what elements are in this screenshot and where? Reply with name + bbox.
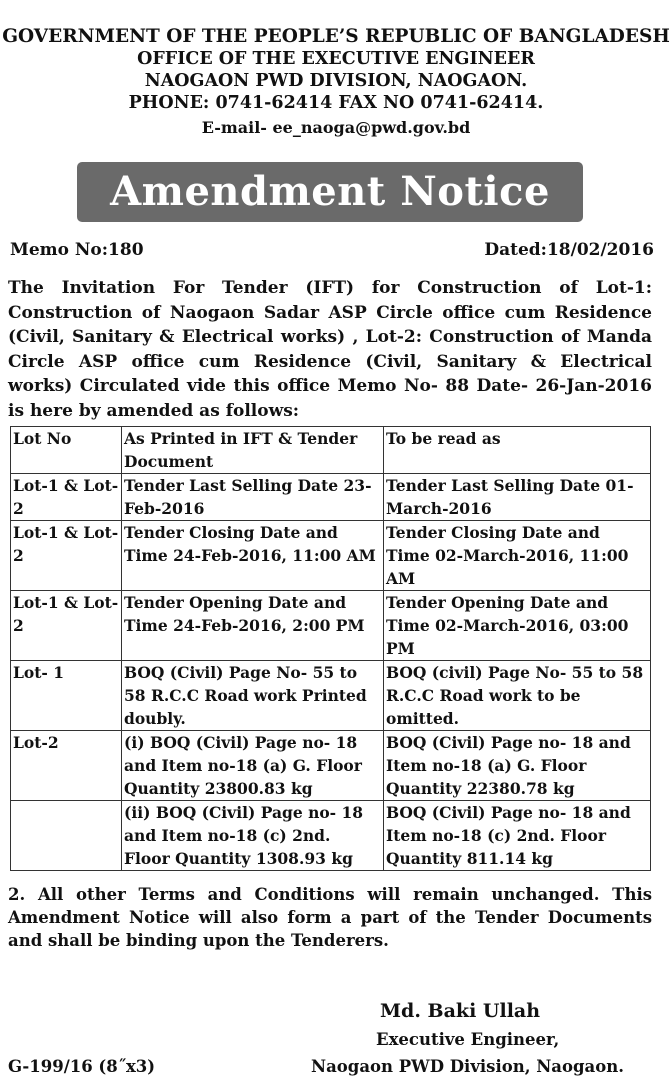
lot-cell: Lot-1 & Lot-2 [11, 591, 122, 661]
printed-cell: Tender Last Selling Date 23-Feb-2016 [122, 474, 384, 521]
read-cell: Tender Closing Date and Time 02-March-2016, 11:00 AM [384, 521, 651, 591]
phone-fax: PHONE: 0741-62414 FAX NO 0741-62414. [128, 93, 544, 113]
read-cell: BOQ (Civil) Page no- 18 and Item no-18 (c) 2nd. Floor Quantity 811.14 kg [384, 801, 651, 871]
lot-cell: Lot-1 & Lot-2 [11, 474, 122, 521]
table-row [11, 801, 651, 871]
intro-paragraph: The Invitation For Tender (IFT) for Construction of Lot-1: Construction of Naogaon Sadar ASP Circle office cum Residence (Civil, Sanitary & Electrical works) , Lot-2: Construction of Manda Circle ASP office cum Residence (Civil, Sanitary & Electrical works) Circulated vide this office Memo No- 88 Date- 26-Jan-2016 is here by amended as follows: [8, 278, 652, 421]
office-name: OFFICE OF THE EXECUTIVE ENGINEER [137, 49, 535, 69]
memo-number: Memo No:180 [10, 240, 144, 260]
table-row [11, 521, 651, 591]
read-cell: BOQ (civil) Page No- 55 to 58 R.C.C Road work to be omitted. [384, 661, 651, 731]
printed-cell: (i) BOQ (Civil) Page no- 18 and Item no-18 (a) G. Floor Quantity 23800.83 kg [122, 731, 384, 801]
reference-code: G-199/16 (8˝x3) [8, 1057, 156, 1076]
header-to-be-read: To be read as [384, 427, 651, 474]
signatory-name: Md. Baki Ullah [380, 1000, 541, 1022]
printed-cell: Tender Opening Date and Time 24-Feb-2016, 2:00 PM [122, 591, 384, 661]
government-name: GOVERNMENT OF THE PEOPLE’S REPUBLIC OF BANGLADESH [2, 26, 670, 47]
read-cell: Tender Opening Date and Time 02-March-2016, 03:00 PM [384, 591, 651, 661]
read-cell: Tender Last Selling Date 01-March-2016 [384, 474, 651, 521]
email-address: E-mail- ee_naoga@pwd.gov.bd [201, 118, 471, 137]
printed-cell: BOQ (Civil) Page No- 55 to 58 R.C.C Road work Printed doubly. [122, 661, 384, 731]
signatory-title: Executive Engineer, [376, 1030, 560, 1049]
table-header-row [11, 427, 651, 474]
table-row [11, 731, 651, 801]
lot-cell [11, 801, 122, 871]
lot-cell: Lot-2 [11, 731, 122, 801]
signatory-office: Naogaon PWD Division, Naogaon. [311, 1057, 624, 1076]
table-row [11, 474, 651, 521]
read-cell: BOQ (Civil) Page no- 18 and Item no-18 (a) G. Floor Quantity 22380.78 kg [384, 731, 651, 801]
memo-date: Dated:18/02/2016 [484, 240, 654, 260]
header-as-printed: As Printed in IFT & Tender Document [122, 427, 384, 474]
lot-cell: Lot-1 & Lot-2 [11, 521, 122, 591]
terms-paragraph: 2. All other Terms and Conditions will remain unchanged. This Amendment Notice will also form a part of the Tender Documents and shall be binding upon the Tenderers. [8, 885, 652, 950]
letterhead [0, 26, 672, 139]
header-lot-no: Lot No [11, 427, 122, 474]
amendment-table [10, 426, 651, 871]
table-row [11, 591, 651, 661]
notice-title-banner: Amendment Notice [77, 162, 583, 222]
lot-cell: Lot- 1 [11, 661, 122, 731]
printed-cell: Tender Closing Date and Time 24-Feb-2016, 11:00 AM [122, 521, 384, 591]
table-row [11, 661, 651, 731]
printed-cell: (ii) BOQ (Civil) Page no- 18 and Item no-18 (c) 2nd. Floor Quantity 1308.93 kg [122, 801, 384, 871]
division-name: NAOGAON PWD DIVISION, NAOGAON. [144, 71, 528, 91]
